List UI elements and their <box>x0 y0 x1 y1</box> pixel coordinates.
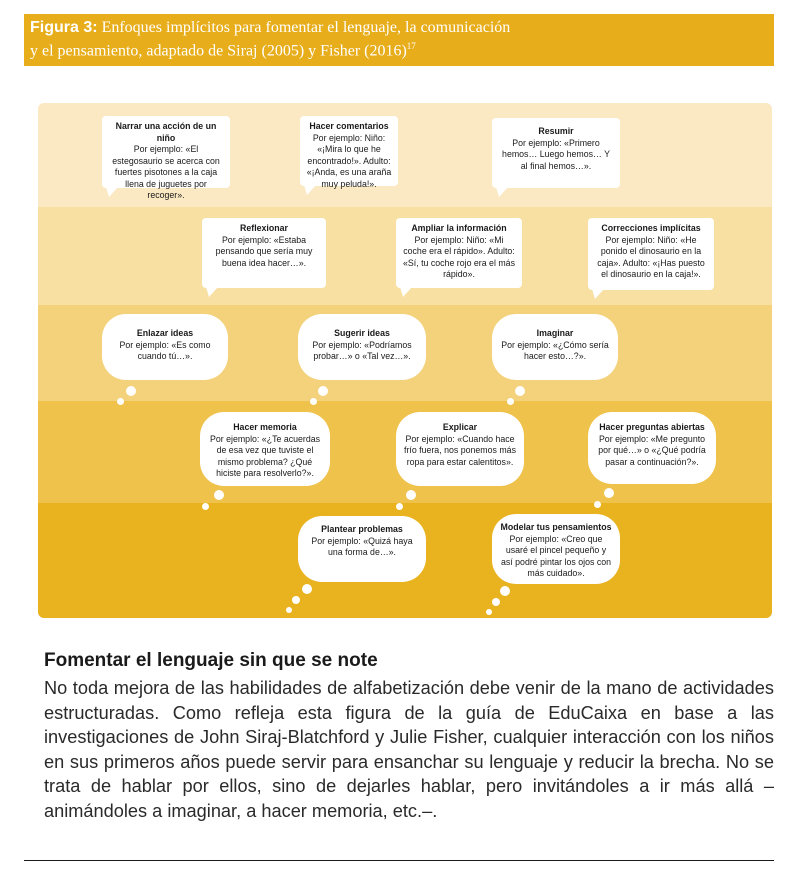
figure-title-line2: y el pensamiento, adaptado de Siraj (2005) y Fisher (2016) <box>30 42 407 60</box>
bubble-text: Por ejemplo: «Estaba pensando que sería muy buena idea hacer…». <box>215 234 313 268</box>
bubble-title: Resumir <box>538 126 574 136</box>
bubble-text: Por ejemplo: «Creo que usaré el pincel pequeño y así podré pintar los ojos con más cuidado». <box>500 533 612 578</box>
figure-title-line1: Enfoques implícitos para fomentar el lenguaje, la comunicación <box>101 19 511 36</box>
thought-dot <box>594 501 601 508</box>
bubble-text: Por ejemplo: «¿Te acuerdas de esa vez que tuviste el mismo problema? ¿Qué hiciste para resolverlo?». <box>209 433 321 478</box>
bubble-title: Hacer memoria <box>233 422 297 432</box>
thought-dot <box>117 398 124 405</box>
bubble-title: Hacer preguntas abiertas <box>599 422 705 432</box>
thought-plantear <box>298 516 426 582</box>
figure-title <box>30 18 760 60</box>
thought-imaginar <box>492 314 618 380</box>
speech-tail <box>592 289 604 299</box>
bubble-title: Plantear problemas <box>321 524 403 534</box>
bubble-reflexionar <box>202 218 326 288</box>
thought-dot <box>202 503 209 510</box>
thought-dot <box>292 596 300 604</box>
figure-header <box>24 14 774 66</box>
thought-dot <box>310 398 317 405</box>
figure-label: Figura 3: <box>30 19 98 36</box>
bubble-title: Reflexionar <box>240 223 288 233</box>
section-heading: Fomentar el lenguaje sin que se note <box>44 650 378 671</box>
thought-enlazar <box>102 314 228 380</box>
thought-dot <box>406 490 416 500</box>
thought-dot <box>486 609 492 615</box>
thought-dot <box>396 503 403 510</box>
thought-dot <box>214 490 224 500</box>
bubble-correcciones <box>588 218 714 290</box>
thought-dot <box>492 598 500 606</box>
thought-memoria <box>200 412 330 486</box>
bubble-title: Enlazar ideas <box>136 328 194 338</box>
bubble-text: Por ejemplo: «Es como cuando tú…». <box>119 339 211 361</box>
speech-tail <box>496 187 508 197</box>
bubble-title: Explicar <box>442 422 478 432</box>
bubble-comentarios <box>300 116 398 189</box>
bubble-title: Modelar tus pensamientos <box>500 522 612 532</box>
bubble-text: Por ejemplo: «El estegosaurio se acerca con fuertes pisotones a la caja llena de juguetes por recoger». <box>112 144 220 200</box>
bottom-rule <box>24 860 774 861</box>
bubble-title: Correcciones implícitas <box>601 223 701 233</box>
speech-tail <box>106 187 118 197</box>
thought-dot <box>126 386 136 396</box>
thought-dot <box>500 586 510 596</box>
bubble-title: Imaginar <box>536 328 574 338</box>
bubble-text: Por ejemplo: Niño: «¡Mira lo que he encontrado!». Adulto: «¡Anda, es una araña muy peluda!». <box>306 132 392 189</box>
thought-preguntas <box>588 412 716 484</box>
bubble-narrar <box>102 116 230 200</box>
bubble-resumir <box>492 118 620 188</box>
speech-tail <box>400 287 412 297</box>
bubble-title: Sugerir ideas <box>334 328 390 338</box>
bubble-text: Por ejemplo: «¿Cómo sería hacer esto…?». <box>501 339 609 361</box>
thought-dot <box>604 488 614 498</box>
section-body: No toda mejora de las habilidades de alfabetización debe venir de la mano de actividades estructuradas. Como refleja esta figura de la guía de EduCaixa en base a las investigaciones de John Siraj-Blatchford y Julie Fisher, cualquier interacción con los niños en sus primeros años puede servir para ensanchar su lenguaje y reducir la brecha. No se trata de hablar por ellos, sino de dejarles hablar, pero invitándoles a ir más allá –animándoles a imaginar, a hacer memoria, etc.–. <box>44 678 774 821</box>
speech-tail <box>304 185 316 195</box>
bubble-title: Narrar una acción de un niño <box>115 121 217 143</box>
bubble-text: Por ejemplo: «Podríamos probar…» o «Tal vez…». <box>312 339 412 361</box>
thought-dot <box>507 398 514 405</box>
bubble-title: Hacer comentarios <box>309 121 389 131</box>
bubble-text: Por ejemplo: «Primero hemos… Luego hemos… Y al final hemos…». <box>502 137 610 171</box>
bubble-title: Ampliar la información <box>411 223 507 233</box>
thought-explicar <box>396 412 524 486</box>
thought-sugerir <box>298 314 426 380</box>
thought-dot <box>318 386 328 396</box>
thought-dot <box>302 584 312 594</box>
footnote-ref: 17 <box>406 41 416 51</box>
thought-modelar <box>492 514 620 584</box>
bubble-text: Por ejemplo: Niño: «Mi coche era el rápido». Adulto: «Sí, tu coche rojo era el más rápido». <box>403 234 515 279</box>
bubble-text: Por ejemplo: «Quizá haya una forma de…». <box>311 535 413 557</box>
bubble-text: Por ejemplo: Niño: «He ponido el dinosaurio en la caja». Adulto: «¡Has puesto el dinosaurio en la caja!». <box>597 234 705 279</box>
bubble-text: Por ejemplo: «Cuando hace frío fuera, nos ponemos más ropa para estar calentitos». <box>404 433 516 467</box>
thought-dot <box>515 386 525 396</box>
bubble-ampliar <box>396 218 522 288</box>
speech-tail <box>206 287 218 297</box>
thought-dot <box>286 607 292 613</box>
bubble-text: Por ejemplo: «Me pregunto por qué…» o «¿Qué podría pasar a continuación?». <box>598 433 706 467</box>
